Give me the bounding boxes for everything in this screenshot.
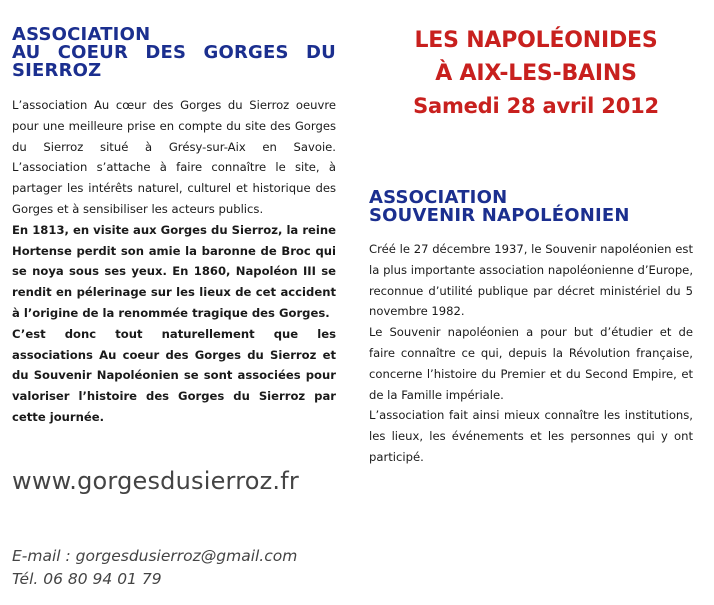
right-heading-line1: ASSOCIATION [369,187,508,208]
left-paragraph-partnership: C’est donc tout naturellement que les associations Au coeur des Gorges du Sierroz et du Souvenir Napoléonien se sont associées pour valoriser l’histoire des Gorges du Sierroz par cette journée. [12,326,336,424]
left-heading-line1: ASSOCIATION [12,24,151,45]
right-heading-line2: SOUVENIR NAPOLÉONIEN [369,205,630,226]
right-paragraph-purpose: Le Souvenir napoléonien a pour but d’étudier et de faire connaître ce qui, depuis la Révolution française, concerne l’histoire du Premier et du Second Empire, et de la Famille impériale. [369,325,693,402]
right-column [369,189,693,468]
left-paragraph-history: En 1813, en visite aux Gorges du Sierroz, la reine Hortense perdit son amie la baronne de Broc qui se noya sous ses yeux. En 1860, Napoléon III se rendit en pélerinage sur les lieux de cet accident à l’origine de la renommée tragique des Gorges. [12,222,336,320]
left-association-heading [12,26,336,80]
right-paragraph-creation: Créé le 27 décembre 1937, le Souvenir napoléonien est la plus importante association napoléonienne d’Europe, reconnue d’utilité publique par décret ministériel du 5 novembre 1982. [369,242,693,319]
right-paragraph-mission: L’association fait ainsi mieux connaître les institutions, les lieux, les événements et les personnes qui y ont participé. [369,408,693,464]
left-heading-line3: SIERROZ [12,60,102,81]
contact-block [12,545,297,591]
event-date: Samedi 28 avril 2012 [413,94,659,118]
left-paragraph-intro: L’association Au cœur des Gorges du Sierroz oeuvre pour une meilleure prise en compte du site des Gorges du Sierroz situé à Grésy-sur-Aix en Savoie. L’association s’attache à faire connaître le site, à partager les intérêts naturel, culturel et historique des Gorges et à sensibiliser les acteurs publics. [12,98,336,216]
event-title-line2: À AIX-LES-BAINS [435,61,637,86]
event-title-line1: LES NAPOLÉONIDES [414,28,658,53]
contact-phone: Tél. 06 80 94 01 79 [12,570,162,588]
left-heading-line2: AU COEUR DES GORGES DU [12,42,336,63]
left-column [12,26,336,428]
website-url[interactable]: www.gorgesdusierroz.fr [12,467,299,495]
event-title [369,24,703,123]
right-association-heading [369,189,693,225]
contact-email[interactable]: E-mail : gorgesdusierroz@gmail.com [12,547,298,565]
